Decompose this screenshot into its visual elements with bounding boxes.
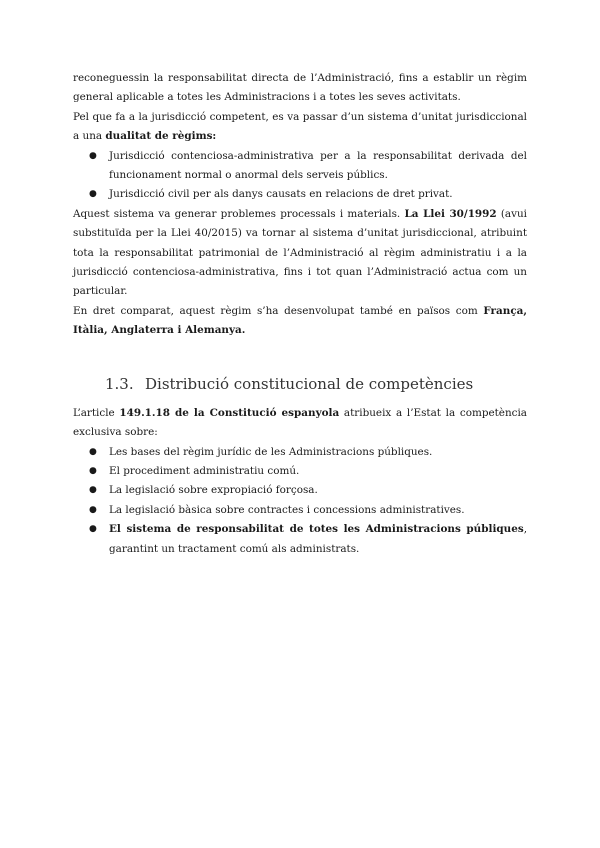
list-item-text: La legislació sobre expropiació forçosa. bbox=[109, 484, 318, 497]
paragraph-text: Pel que fa a la jurisdicció competent, es va passar d’un sistema d’unitat jurisdiccional a una bbox=[73, 110, 527, 143]
list-item bbox=[73, 501, 527, 520]
list-item-text: , garantint un tractament comú als administrats. bbox=[109, 523, 527, 555]
bullet-icon: ● bbox=[89, 504, 97, 515]
bullet-icon: ● bbox=[89, 524, 97, 535]
paragraph-text: atribueix a l’Estat la competència exclusiva sobre: bbox=[73, 406, 527, 439]
list-item bbox=[73, 185, 527, 204]
list-item bbox=[73, 443, 527, 462]
list-item-text: La legislació bàsica sobre contractes i concessions administratives. bbox=[109, 503, 465, 516]
section-heading bbox=[73, 374, 527, 394]
list-item-text: Jurisdicció contenciosa-administrativa per a la responsabilitat derivada del funcionament normal o anormal dels serveis públics. bbox=[109, 149, 527, 182]
list-item-text: Les bases del règim jurídic de les Administracions públiques. bbox=[109, 445, 433, 458]
section-number: 1.3. bbox=[105, 374, 134, 393]
section-title: Distribució constitucional de competències bbox=[145, 374, 474, 393]
list-item bbox=[73, 147, 527, 186]
document-page bbox=[73, 69, 527, 559]
paragraph-text: Aquest sistema va generar problemes processals i materials. bbox=[73, 207, 405, 220]
paragraph-text: reconeguessin la responsabilitat directa de l’Administració, fins a establir un règim general aplicable a totes les Administracions i a totes les seves activitats. bbox=[73, 72, 527, 104]
list-item bbox=[73, 481, 527, 500]
paragraph-jurisdiccio bbox=[73, 108, 527, 147]
bullet-icon: ● bbox=[89, 446, 97, 457]
list-item bbox=[73, 462, 527, 481]
paragraph-responsabilitat-directa bbox=[73, 69, 527, 108]
bold-dualitat: dualitat de règims: bbox=[105, 130, 217, 143]
list-competencies bbox=[73, 443, 527, 559]
bullet-icon: ● bbox=[89, 485, 97, 496]
paragraph-text: (avui substituïda per la Llei 40/2015) va tornar al sistema d’unitat jurisdiccional, atribuint tota la responsabilitat patrimonial de l’Administració al règim administratiu i a la jurisdicció contenciosa-administrativa, fins i tot quan l’Administració actua com un particular. bbox=[73, 207, 528, 298]
list-jurisdiccions bbox=[73, 147, 527, 205]
paragraph-llei-30-1992 bbox=[73, 205, 527, 302]
paragraph-article-149 bbox=[73, 404, 527, 443]
list-item-text: Jurisdicció civil per als danys causats en relacions de dret privat. bbox=[109, 188, 453, 201]
bullet-icon: ● bbox=[89, 150, 97, 161]
bullet-icon: ● bbox=[89, 189, 97, 200]
list-item-text: El procediment administratiu comú. bbox=[109, 464, 300, 477]
bold-paisos: França, Itàlia, Anglaterra i Alemanya. bbox=[73, 304, 527, 337]
bold-sistema-responsabilitat: El sistema de responsabilitat de totes les Administracions públiques bbox=[109, 523, 524, 536]
bold-article: 149.1.18 de la Constitució espanyola bbox=[119, 406, 340, 419]
bullet-icon: ● bbox=[89, 465, 97, 476]
list-item bbox=[73, 520, 527, 559]
paragraph-dret-comparat bbox=[73, 302, 527, 341]
paragraph-text: L’article bbox=[73, 406, 120, 419]
paragraph-text: En dret comparat, aquest règim s’ha desenvolupat també en països com bbox=[73, 304, 484, 317]
bold-llei: La Llei 30/1992 bbox=[404, 207, 497, 220]
